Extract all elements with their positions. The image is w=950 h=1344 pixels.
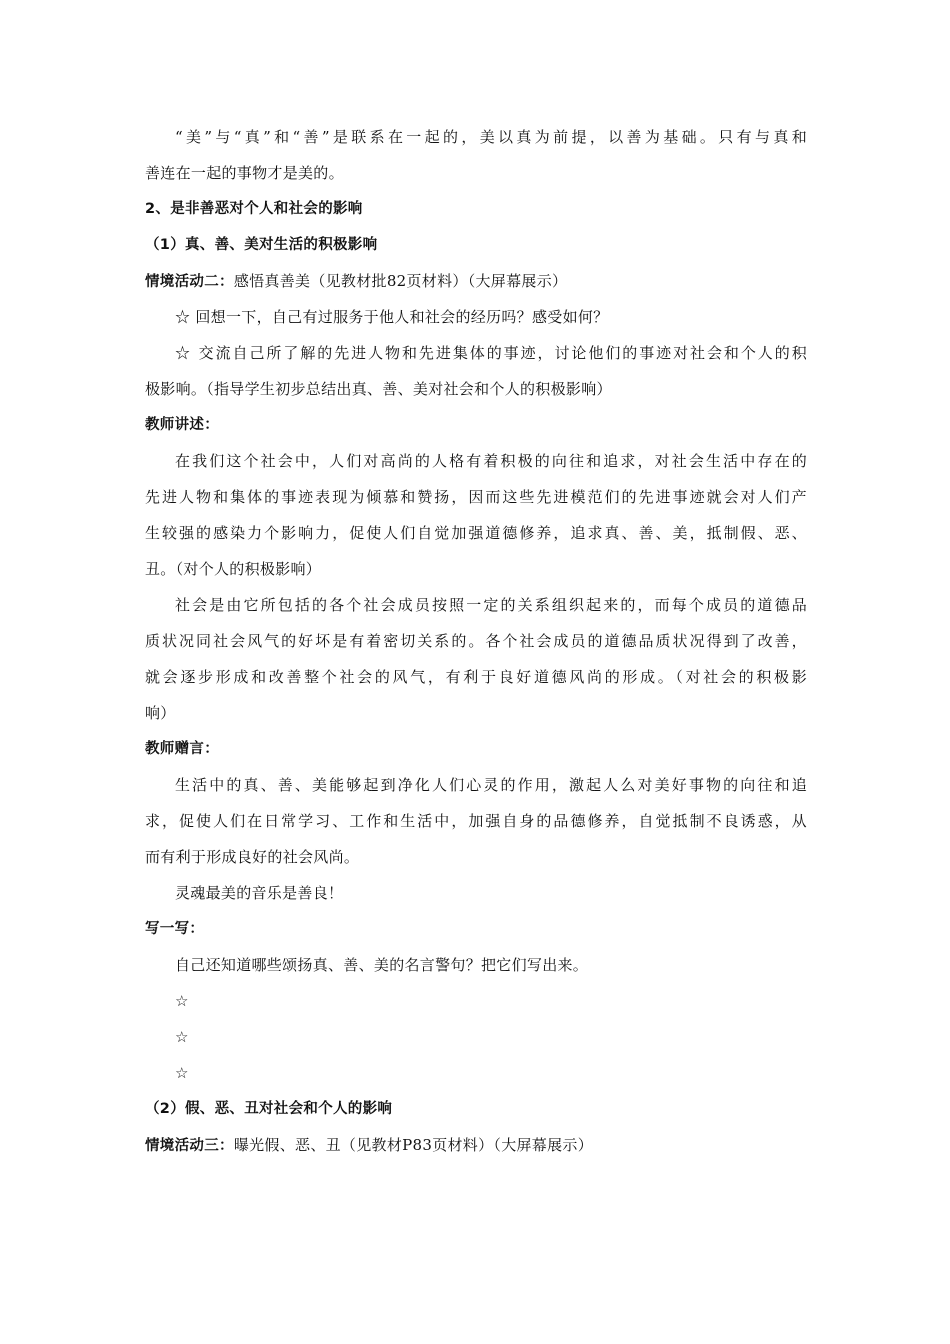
paragraph-line: 生活中的真、善、美能够起到净化人们心灵的作用，激起人么对美好事物的向往和追 bbox=[175, 776, 807, 794]
document-body bbox=[145, 119, 807, 1163]
teacher-narration-heading: 教师讲述： bbox=[145, 417, 219, 433]
paragraph-line: 而有利于形成良好的社会风尚。 bbox=[145, 848, 360, 866]
activity-label: 情境活动二： bbox=[145, 274, 234, 290]
paragraph-line: 丑。（对个人的积极影响） bbox=[145, 560, 322, 578]
teacher-message-heading: 教师赠言： bbox=[145, 741, 219, 757]
section-heading: 2、是非善恶对个人和社会的影响 bbox=[145, 201, 363, 217]
prompt-line: ☆ 回想一下，自己有过服务于他人和社会的经历吗？感受如何？ bbox=[175, 308, 609, 326]
paragraph-line: 就会逐步形成和改善整个社会的风气，有利于良好道德风尚的形成。（对社会的积极影 bbox=[145, 668, 807, 686]
activity-text: 感悟真善美（见教材批82页材料）（大屏幕展示） bbox=[233, 272, 568, 290]
paragraph-line: 善连在一起的事物才是美的。 bbox=[145, 164, 344, 182]
star-bullet: ☆ bbox=[175, 1028, 189, 1046]
quote-line: 灵魂最美的音乐是善良！ bbox=[175, 884, 344, 902]
star-bullet: ☆ bbox=[175, 1064, 189, 1082]
subsection-heading: （2）假、恶、丑对社会和个人的影响 bbox=[145, 1101, 393, 1117]
paragraph-line: “美”与“真”和“善”是联系在一起的，美以真为前提，以善为基础。只有与真和 bbox=[175, 128, 807, 146]
paragraph-line: 响） bbox=[145, 704, 176, 722]
paragraph-line: 质状况同社会风气的好坏是有着密切关系的。各个社会成员的道德品质状况得到了改善， bbox=[145, 632, 807, 650]
paragraph-line: 极影响。（指导学生初步总结出真、善、美对社会和个人的积极影响） bbox=[145, 380, 612, 398]
paragraph-line: 在我们这个社会中，人们对高尚的人格有着积极的向往和追求，对社会生活中存在的 bbox=[175, 452, 807, 470]
activity-line bbox=[145, 263, 807, 299]
writing-task-heading: 写一写： bbox=[145, 921, 205, 937]
activity-line bbox=[145, 1127, 807, 1163]
paragraph-line: 先进人物和集体的事迹表现为倾慕和赞扬，因而这些先进模范们的先进事迹就会对人们产 bbox=[145, 488, 807, 506]
activity-text: 曝光假、恶、丑（见教材P83页材料）（大屏幕展示） bbox=[233, 1136, 593, 1154]
paragraph-line: 求，促使人们在日常学习、工作和生活中，加强自身的品德修养，自觉抵制不良诱惑，从 bbox=[145, 812, 807, 830]
paragraph-line: 自己还知道哪些颂扬真、善、美的名言警句？把它们写出来。 bbox=[175, 956, 589, 974]
paragraph-line: 生较强的感染力个影响力，促使人们自觉加强道德修养，追求真、善、美，抵制假、恶、 bbox=[145, 524, 807, 542]
star-bullet: ☆ bbox=[175, 992, 189, 1010]
subsection-heading: （1）真、善、美对生活的积极影响 bbox=[145, 237, 378, 253]
activity-label: 情境活动三： bbox=[145, 1138, 234, 1154]
paragraph-line: 社会是由它所包括的各个社会成员按照一定的关系组织起来的，而每个成员的道德品 bbox=[175, 596, 807, 614]
prompt-line: ☆ 交流自己所了解的先进人物和先进集体的事迹，讨论他们的事迹对社会和个人的积 bbox=[175, 344, 807, 362]
